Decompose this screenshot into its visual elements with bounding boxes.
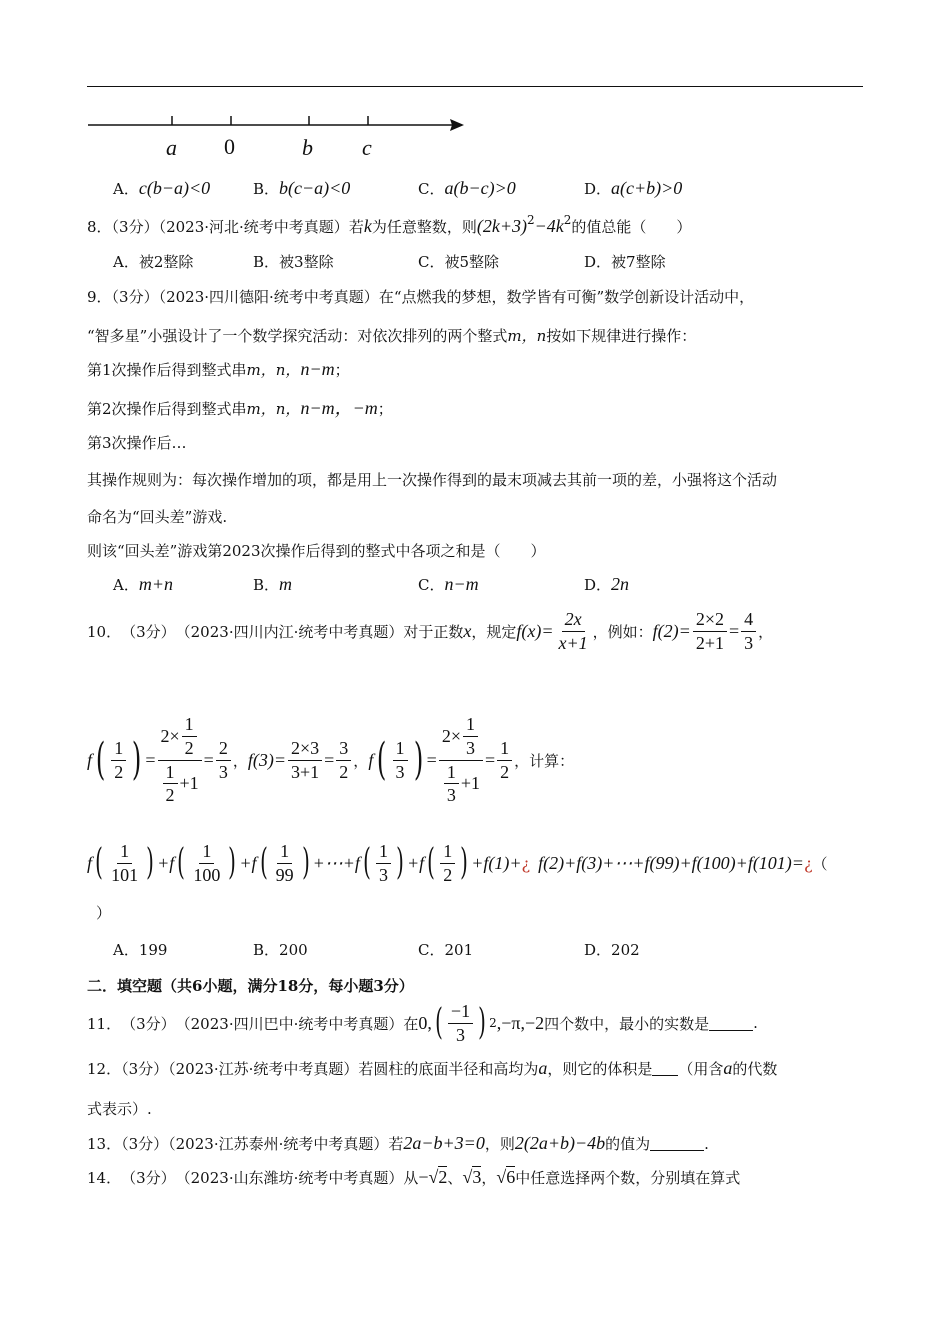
q14-source: （2023·山东潍坊·统考中考真题） [175,1169,404,1187]
sum-term-f: +⋯+f [312,852,360,873]
q9-text: 第2次操作后得到整式串 [87,400,247,418]
q13-score: （3分） [121,1135,169,1153]
option-text: 199 [138,941,168,959]
q9-vars: m，n [507,327,547,345]
option-expr: m [279,574,293,594]
fraction-numerator: 4 [741,610,756,632]
q8-exp: 2 [563,213,572,227]
q10-example3-fraction [288,739,322,782]
q8-text: 的值总能（ ） [571,218,692,236]
fraction-denominator: 100 [193,864,221,885]
fraction-numerator: 1 [117,842,132,864]
sum-term-f: +f [157,852,175,873]
option-text: 201 [444,941,474,959]
q9-stem-line2 [87,325,696,346]
q7-option-b-expr: b(c−a)<0 [279,178,351,198]
fraction-numerator: 1 [444,763,459,785]
q9-expr: n−m [300,359,335,379]
q7-option-b-letter: B． [253,180,280,198]
fraction-denominator: 3 [465,737,475,758]
fraction-numerator: 1 [393,739,408,761]
fraction-numerator: −1 [448,1002,473,1024]
sqrt-6: √6 [496,1167,516,1187]
q12-answer-blank[interactable] [652,1061,678,1076]
q10-source: （2023·四川内江·统考中考真题） [175,622,404,641]
q9-option-b[interactable] [253,574,292,595]
q10-example2-result [216,739,231,782]
q10-example3-lhs: f(3)= [247,749,286,770]
q10-text: 对于正数 [403,622,464,641]
option-letter: D． [584,576,612,594]
fraction-denominator: 2 [165,785,175,806]
sum-tail: +f(1)+ [471,852,522,873]
fraction-denominator: 2 [339,761,349,782]
fraction-denominator: 99 [275,864,294,885]
q8-exp: 2 [526,213,535,227]
numerator-prefix: 2× [441,725,461,746]
q10-sum-expression [87,836,828,890]
q9-option-d[interactable] [584,574,629,595]
q8-option-b[interactable] [253,251,334,272]
q8-text: 若 [348,218,364,236]
fraction-denominator: 2+1 [695,632,724,653]
separator: ， [481,1169,497,1187]
sqrt-2: √2 [428,1167,448,1187]
option-letter: B． [253,941,280,959]
q10-example3-result [336,739,351,782]
sum-term-f: +f [239,852,257,873]
minus-sign: − [418,1167,429,1187]
q9-score: （3分） [111,288,159,306]
q8-option-a[interactable] [113,251,193,272]
fraction-denominator: 3 [744,632,754,653]
q10-score: （3分） [121,622,176,641]
option-letter: A． [113,253,139,271]
q12-var-a: a [723,1058,733,1078]
q14-stem [87,1167,740,1188]
q8-stem [87,213,691,237]
fraction-denominator: 3 [446,785,456,806]
q12-text: 的代数 [732,1060,778,1078]
fraction-numerator: 2×2 [693,610,727,632]
option-text: 202 [611,941,640,959]
q13-expr: 2(2a+b)−4b [514,1133,606,1153]
nested-fraction [182,715,197,758]
right-paren: ) [228,842,237,883]
q11-number-zero: 0, [418,1012,432,1033]
fraction-denominator: 3 [218,761,228,782]
q11-stem [87,995,758,1051]
q11-exponent: 2 [489,1016,497,1030]
option-letter: B． [253,576,280,594]
number-line [86,108,471,166]
q8-number: 8． [87,218,112,236]
q9-option-c[interactable] [418,574,479,595]
q8-option-d[interactable] [584,251,666,272]
q8-expr: −4k [534,216,564,236]
q10-example1-fraction [693,610,727,653]
fraction-denominator: 2 [443,864,453,885]
option-letter: C． [418,253,445,271]
header-rule [87,86,863,87]
fraction-denominator: 3 [378,864,388,885]
q8-source: （2023·河北·统考中考真题） [158,218,349,236]
nested-fraction [444,763,459,806]
q9-stem-line6: 其操作规则为：每次操作增加的项，都是用上一次操作得到的最末项减去其前一项的差，小强将这个活动 [87,471,778,489]
q9-vars: m，n， [246,400,301,418]
q13-number: 13． [87,1135,122,1153]
q11-answer-blank[interactable] [709,1016,753,1031]
section-title: 二．填空题（共6小题，满分18分，每小题3分） [87,977,414,995]
sum-tail: f(2)+f(3)+⋯+f(99)+f(100)+f(101)= [538,852,804,873]
separator: 、 [447,1169,463,1187]
q8-score: （3分） [111,218,159,236]
function-f: f [368,749,374,770]
q12-number: 12． [87,1060,122,1078]
fraction-denominator: 2 [500,761,510,782]
fraction-denominator: 2 [184,737,194,758]
fraction-denominator [439,761,483,806]
q7-option-c-letter: C． [418,180,445,198]
denominator-suffix: +1 [460,773,480,794]
answer-paren-open: （ [812,854,828,873]
q10-number: 10． [87,622,122,641]
q12-text: （用含 [678,1060,724,1078]
q10-example4-result [497,739,512,782]
q9-text: 第1次操作后得到整式串 [87,361,247,379]
q10-def-lhs: f(x)= [516,620,554,641]
q7-option-d-letter: D． [584,180,612,198]
fraction-denominator: 3 [456,1024,465,1045]
q10-stem-line1 [87,610,773,653]
q8-option-c[interactable] [418,251,499,272]
radicand: 6 [506,1167,516,1187]
option-text: 200 [279,941,308,959]
q13-text: ，则 [484,1135,515,1153]
nested-fraction [463,715,478,758]
q10-text: ，计算： [514,751,575,770]
q7-option-a[interactable] [113,178,210,199]
q10-comma: ， [353,751,369,770]
option-letter: B． [253,253,280,271]
q11-text: 在 [403,1014,419,1033]
fraction-numerator: 2x [562,610,585,632]
q10-examples-row [87,715,574,805]
fraction-numerator: 1 [199,842,214,864]
radicand: 3 [472,1167,482,1187]
q10-option-c[interactable] [418,939,473,960]
q7-option-d[interactable] [584,178,682,199]
q12-source: （2023·江苏·统考中考真题） [168,1060,359,1078]
q14-text: 从 [403,1169,419,1187]
left-paren: ( [259,842,268,883]
q13-answer-blank[interactable] [650,1136,704,1151]
fraction-numerator [439,715,483,761]
q10-example1-result [741,610,756,653]
q8-expr: (2k+3) [476,216,527,236]
q11-score: （3分） [121,1014,176,1033]
q14-score: （3分） [121,1169,176,1187]
q9-vars: m，n， [246,361,301,379]
sqrt-3: √3 [462,1167,482,1187]
q9-text: 在“点燃我的梦想，数学皆有可衡”数学创新设计活动中， [378,288,755,306]
q9-stem-line3 [87,359,350,380]
fraction-numerator: 3 [336,739,351,761]
right-paren: ) [146,842,154,883]
fraction-numerator: 1 [376,842,391,864]
q10-example4-fraction [439,715,483,806]
fraction-denominator: 2 [114,761,124,782]
q11-fraction [448,1002,473,1045]
numberline-label-0: 0 [224,134,235,159]
q10-example2-fraction [158,715,202,806]
option-expr: n−m [444,574,479,594]
equals-sign: = [145,749,156,770]
fraction-numerator: 1 [277,842,292,864]
q13-stem [87,1133,709,1154]
q7-option-a-expr: c(b−a)<0 [138,178,211,198]
q7-option-c-expr: a(b−c)>0 [444,178,516,198]
q12-text: ，则它的体积是 [547,1060,653,1078]
q10-example2-arg [111,739,126,782]
q11-source: （2023·四川巴中·统考中考真题） [175,1014,404,1033]
radicand: 2 [438,1167,448,1187]
q8-text: 为任意整数，则 [371,218,477,236]
sum-term-fraction [376,842,391,885]
fraction-numerator: 1 [111,739,126,761]
option-letter: D． [584,253,612,271]
q9-text: ； [377,400,393,418]
q9-text: 按如下规律进行操作： [546,327,697,345]
q10-text: ，例如： [592,622,653,641]
function-f: f [87,749,93,770]
q9-source: （2023·四川德阳·统考中考真题） [158,288,379,306]
q13-text: . [704,1135,709,1153]
q10-option-d[interactable] [584,939,640,960]
equals-sign: = [484,749,496,770]
option-text: 被7整除 [611,253,666,271]
placeholder-glyph: ¿ [803,853,813,873]
q7-option-b[interactable] [253,178,350,199]
q9-option-a[interactable] [113,574,173,595]
fraction-denominator: x+1 [558,632,588,653]
left-paren: ( [95,734,106,785]
left-paren: ( [177,842,186,883]
q10-var-x: x [463,620,472,641]
q7-option-d-expr: a(c+b)>0 [611,178,683,198]
sum-term-fraction [190,842,223,885]
right-paren: ) [460,842,469,883]
equals-sign: = [426,749,437,770]
q9-expr: n−m，−m [300,398,378,418]
q9-number: 9． [87,288,112,306]
q9-stem-line5: 第3次操作后… [87,434,187,452]
q13-source: （2023·江苏泰州·统考中考真题） [168,1135,389,1153]
q10-def-fraction [556,610,591,653]
right-paren: ) [396,842,404,883]
q14-text: 中任意选择两个数，分别填在算式 [515,1169,741,1187]
equals-sign: = [728,620,740,641]
q11-text: 四个数中，最小的实数是 [544,1014,710,1033]
q10-example1-lhs: f(2)= [652,620,691,641]
q10-example4-arg [393,739,408,782]
q9-stem-line1 [87,286,754,307]
denominator-suffix: +1 [179,773,199,794]
fraction-numerator: 2×3 [288,739,322,761]
option-expr: 2n [611,574,630,594]
fraction-numerator: 2 [216,739,231,761]
equals-sign: = [203,749,214,770]
left-paren: ( [427,842,436,883]
right-paren: ) [478,1002,486,1043]
left-paren: ( [435,1002,443,1043]
q9-stem-line8: 则该“回头差”游戏第2023次操作后得到的整式中各项之和是（ ） [87,542,546,560]
fraction-numerator: 1 [440,842,455,864]
q10-comma: ， [232,751,248,770]
q9-text: ； [334,361,350,379]
fraction-numerator [158,715,202,761]
left-paren: ( [363,842,371,883]
option-letter: A． [113,941,139,959]
q13-expr: 2a−b+3=0 [403,1133,485,1153]
fraction-numerator: 1 [163,763,178,785]
sum-term-f: f [87,852,93,873]
right-paren: ) [413,734,423,785]
q14-number: 14． [87,1169,122,1187]
q9-text: “智多星”小强设计了一个数学探究活动：对依次排列的两个整式 [87,327,508,345]
option-letter: C． [418,941,445,959]
sum-term-f: +f [407,852,425,873]
sum-term-fraction [440,842,455,885]
option-letter: D． [584,941,612,959]
q10-answer-paren-close: ） [96,904,112,922]
q12-stem-line2: 式表示）. [87,1100,152,1118]
q11-text: . [753,1014,758,1032]
numberline-label-b: b [302,135,313,160]
fraction-denominator [158,761,202,806]
fraction-numerator: 1 [463,715,478,737]
q12-var-a: a [538,1058,548,1078]
equals-sign: = [324,749,335,770]
sum-term-fraction [273,842,297,885]
q13-text: 若 [388,1135,404,1153]
option-expr: m+n [138,574,173,594]
option-text: 被3整除 [279,253,334,271]
numberline-label-a: a [166,135,177,160]
q7-option-c[interactable] [418,178,516,199]
q10-text: ，规定 [471,622,517,641]
fraction-denominator: 3+1 [290,761,320,782]
q12-score: （3分） [121,1060,169,1078]
q11-rest: ,−π,−2 [496,1012,545,1033]
left-paren: ( [95,842,103,883]
q9-stem-line7: 命名为“回头差”游戏. [87,508,228,526]
option-text: 被2整除 [138,253,194,271]
q9-stem-line4 [87,394,393,420]
fraction-numerator: 1 [497,739,512,761]
fraction-denominator: 3 [395,761,405,782]
q12-stem [87,1058,777,1079]
right-paren: ) [301,842,310,883]
numberline-label-c: c [362,135,372,160]
placeholder-glyph: ¿ [521,853,531,873]
nested-fraction [163,763,178,806]
sum-term-fraction [108,842,141,885]
q10-option-b[interactable] [253,939,308,960]
option-text: 被5整除 [444,253,500,271]
q12-text: 若圆柱的底面半径和高均为 [358,1060,539,1078]
q10-option-a[interactable] [113,939,167,960]
fraction-denominator: 101 [111,864,139,885]
option-letter: A． [113,576,139,594]
q11-number: 11． [87,1014,122,1033]
numerator-prefix: 2× [160,725,180,746]
right-paren: ) [132,734,142,785]
option-letter: C． [418,576,445,594]
fraction-numerator: 1 [182,715,197,737]
q10-comma: ， [758,622,774,641]
left-paren: ( [377,734,387,785]
q7-option-a-letter: A． [113,180,139,198]
q13-text: 的值为 [605,1135,651,1153]
q8-var-k: k [363,216,372,236]
